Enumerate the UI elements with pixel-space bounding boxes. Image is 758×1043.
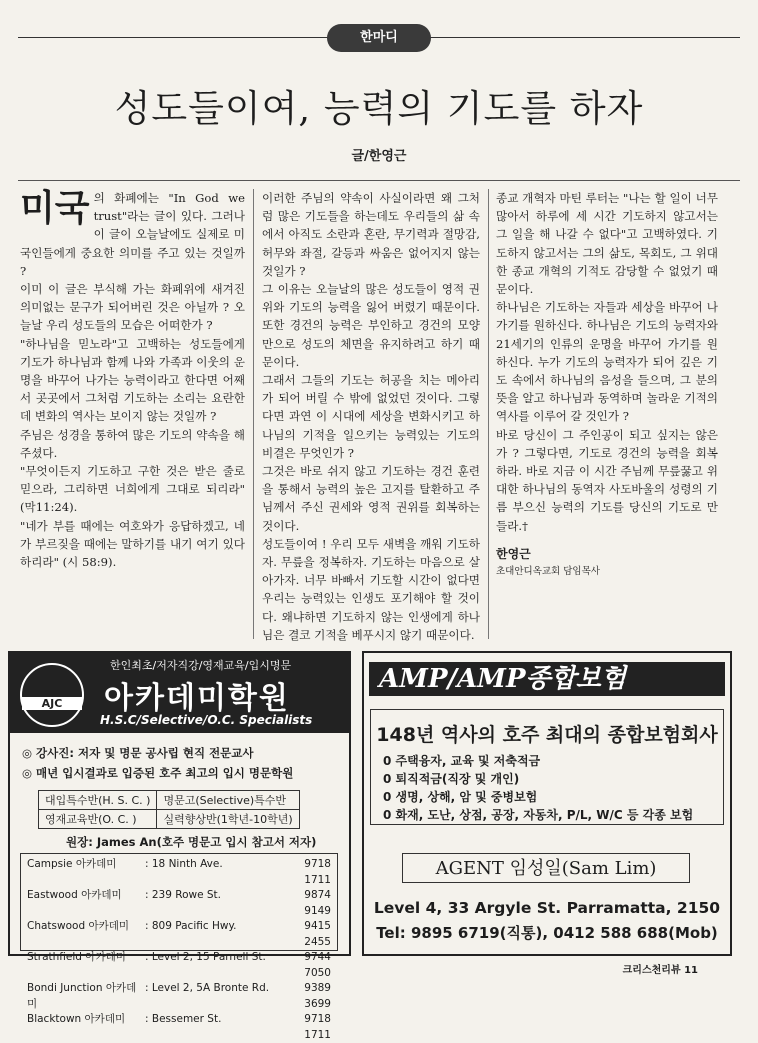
- branch-row: Eastwood 아카데미 : 239 Rowe St. 9874 9149: [27, 889, 331, 917]
- branch-row: Campsie 아카데미 : 18 Ninth Ave. 9718 1711: [27, 858, 331, 886]
- article-paragraph: 그래서 그들의 기도는 허공을 치는 메아리가 되어 버릴 수 밖에 없었던 것이다. 그렇다면 과연 이 시대에 세상을 변화시키고 하나님의 기적을 일으키는 능력있는 기도의 비결은 무엇인가 ?: [262, 373, 480, 460]
- column-divider: [253, 189, 254, 639]
- branch-row: Blacktown 아카데미 : Bessemer St. 9718 1711: [27, 1013, 331, 1041]
- academy-ad[interactable]: [8, 651, 351, 1041]
- article-paragraph: 성도들이여 ! 우리 모두 새벽을 깨워 기도하자. 무릎을 정복하자. 기도하는 마음으로 살아가자. 너무 바빠서 기도할 시간이 없다면 우리는 능력있는 인생도 포기해야 할 것이다. 왜냐하면 기도하지 않는 인생에게 하나님은 결코 기적을 베푸시지 않기 때문이다.: [262, 536, 480, 642]
- academy-logo: AJC: [20, 663, 84, 727]
- amp-agent: AGENT 임성일(Sam Lim): [402, 853, 690, 883]
- article-paragraph: "하나님을 믿노라"고 고백하는 성도들에게 기도가 하나님과 함께 나와 가족과 이웃의 운명을 바꾸어 나가는 능력이라고 한다면 어째서 곳곳에서 그처럼 기도하는 소리는 요란한데 변화의 역사는 보이지 않는 것일까 ?: [20, 336, 245, 424]
- amp-header: AMP/AMP종합보험: [369, 662, 725, 696]
- academy-subtitle: H.S.C/Selective/O.C. Specialists: [100, 713, 313, 727]
- drop-cap: 미국: [20, 188, 90, 229]
- article-paragraph: 바로 당신이 그 주인공이 되고 싶지는 않은가 ? 그렇다면, 기도로 경건의 능력을 회복하라. 바로 지금 이 시간 주님께 무릎꿇고 위대한 하나님의 동역자 사도바울의 성령의 기름 부으신 능력의 기도를 당신의 기도로 만들라.†: [496, 427, 718, 533]
- article-paragraph: 이미 이 글은 부식해 가는 화폐위에 새겨진 의미없는 문구가 되어버린 것은 아닐까 ? 오늘날 우리 성도들의 모습은 어떠한가 ?: [20, 282, 245, 333]
- amp-headline: 148년 역사의 호주 최대의 종합보험회사: [376, 724, 718, 746]
- course-cell: 실력향상반(1학년-10학년): [157, 810, 299, 829]
- course-cell: 명문고(Selective)특수반: [157, 791, 299, 810]
- academy-course-table: [38, 790, 300, 829]
- article-column-2: [262, 189, 480, 644]
- header-divider: [18, 180, 740, 181]
- amp-bullet: 0 생명, 상해, 암 및 중병보험: [383, 790, 538, 804]
- amp-bullet: 0 화재, 도난, 상점, 공장, 자동차, P/L, W/C 등 각종 보험: [383, 808, 694, 822]
- article-paragraph: 그것은 바로 쉬지 않고 기도하는 경건 훈련을 통해서 능력의 높은 고지를 탈환하고 주님께서 주신 권세와 영적 권위를 회복하는 것이다.: [262, 464, 480, 533]
- article-title: 성도들이여, 능력의 기도를 하자: [114, 87, 644, 130]
- academy-bullet: ◎ 강사진: 저자 및 명문 공사립 현직 전문교사: [22, 746, 254, 760]
- academy-ad-header: [10, 653, 349, 733]
- signature-name: 한영근: [496, 546, 531, 561]
- article-paragraph: "네가 부를 때에는 여호와가 응답하겠고, 네가 부르짖을 때에는 말하기를 내기 여기 있다하리라" (시 58:9).: [20, 518, 245, 570]
- amp-address: Level 4, 33 Argyle St. Parramatta, 2150: [373, 899, 721, 917]
- article-paragraph: 주님은 성경을 통하여 많은 기도의 약속을 해 주셨다.: [20, 427, 245, 460]
- course-cell: 영재교육반(O. C. ): [39, 810, 157, 829]
- article-paragraph: 하나님은 기도하는 자들과 세상을 바꾸어 나가기를 원하신다. 하나님은 기도의 능력자와 21세기의 인류의 운명을 바꾸어 가기를 원하신다. 누가 기도의 능력자가 되어 깊은 기도 속에서 하나님의 음성을 들으며, 그 분의 뜻을 알고 하나님과 동역하며 놀라운 기적의 역사를 이루어 갈 것인가 ?: [496, 300, 718, 424]
- academy-tagline: 한인최초/저자직강/영재교육/입시명문: [110, 659, 292, 672]
- amp-bullet: 0 퇴직적금(직장 및 개인): [383, 772, 520, 786]
- article-paragraph: 이러한 주님의 약속이 사실이라면 왜 그처럼 많은 기도들을 하는데도 우리들의 삶 속에서 아직도 소란과 혼란, 무기력과 절망감, 허무와 좌절, 갈등과 싸움은 없어지지 않는 것일가 ?: [262, 191, 480, 278]
- article-paragraph: "무엇이든지 기도하고 구한 것은 받은 줄로 믿으라, 그리하면 너희에게 그대로 되리라"(막11:24).: [20, 464, 245, 515]
- article-column-1: [20, 189, 245, 571]
- page-footer: 크리스천리뷰 11: [622, 965, 698, 976]
- academy-name: 아카데미학원: [104, 681, 290, 716]
- amp-phone: Tel: 9895 6719(직통), 0412 588 688(Mob): [376, 924, 718, 942]
- insurance-ad[interactable]: [362, 651, 732, 956]
- signature-title: 초대안디옥교회 담임목사: [496, 566, 600, 578]
- branch-row: Chatswood 아카데미 : 809 Pacific Hwy. 9415 2455: [27, 920, 331, 948]
- amp-bullet: 0 주택융자, 교육 및 저축적금: [383, 754, 541, 768]
- academy-branch-list: [20, 853, 338, 1041]
- branch-row: Bondi Junction 아카데미 : Level 2, 5A Bronte Rd. 9389 3699: [27, 982, 331, 1010]
- article-column-3: [496, 189, 718, 581]
- academy-bullet: ◎ 매년 입시결과로 입증된 호주 최고의 입시 명문학원: [22, 766, 294, 780]
- course-cell: 대입특수반(H. S. C. ): [39, 791, 157, 810]
- column-divider: [488, 189, 489, 639]
- amp-info-box: [370, 709, 724, 825]
- author-line: 글/한영근: [351, 149, 407, 164]
- branch-row: Strathfield 아카데미 : Level 2, 15 Parnell St. 9744 7050: [27, 951, 331, 979]
- article-paragraph: 그 이유는 오늘날의 많은 성도들이 영적 권위와 기도의 능력을 잃어 버렸기 때문이다. 또한 경건의 능력은 부인하고 경건의 모양만으로 성도의 체면을 유지하려고 하기 때문이다.: [262, 282, 480, 369]
- section-badge: 한마디: [327, 24, 431, 52]
- academy-director: 원장: James An(호주 명문고 입시 참고서 저자): [66, 835, 317, 849]
- article-paragraph: 미국 의 화폐에는 "In God we trust"라는 글이 있다. 그러나 이 글이 오늘날에도 실제로 미국인들에게 중요한 의미를 주고 있는 것일까 ?: [20, 188, 245, 278]
- article-paragraph: 종교 개혁자 마틴 루터는 "나는 할 일이 너무 많아서 하루에 세 시간 기도하지 않고서는 그 일을 해 나갈 수 없다"고 고백하였다. 기도하지 않고서는 그의 삶도, 목회도, 그 위대한 종교 개혁의 기적도 감당할 수 없었기 때문이다.: [496, 191, 718, 297]
